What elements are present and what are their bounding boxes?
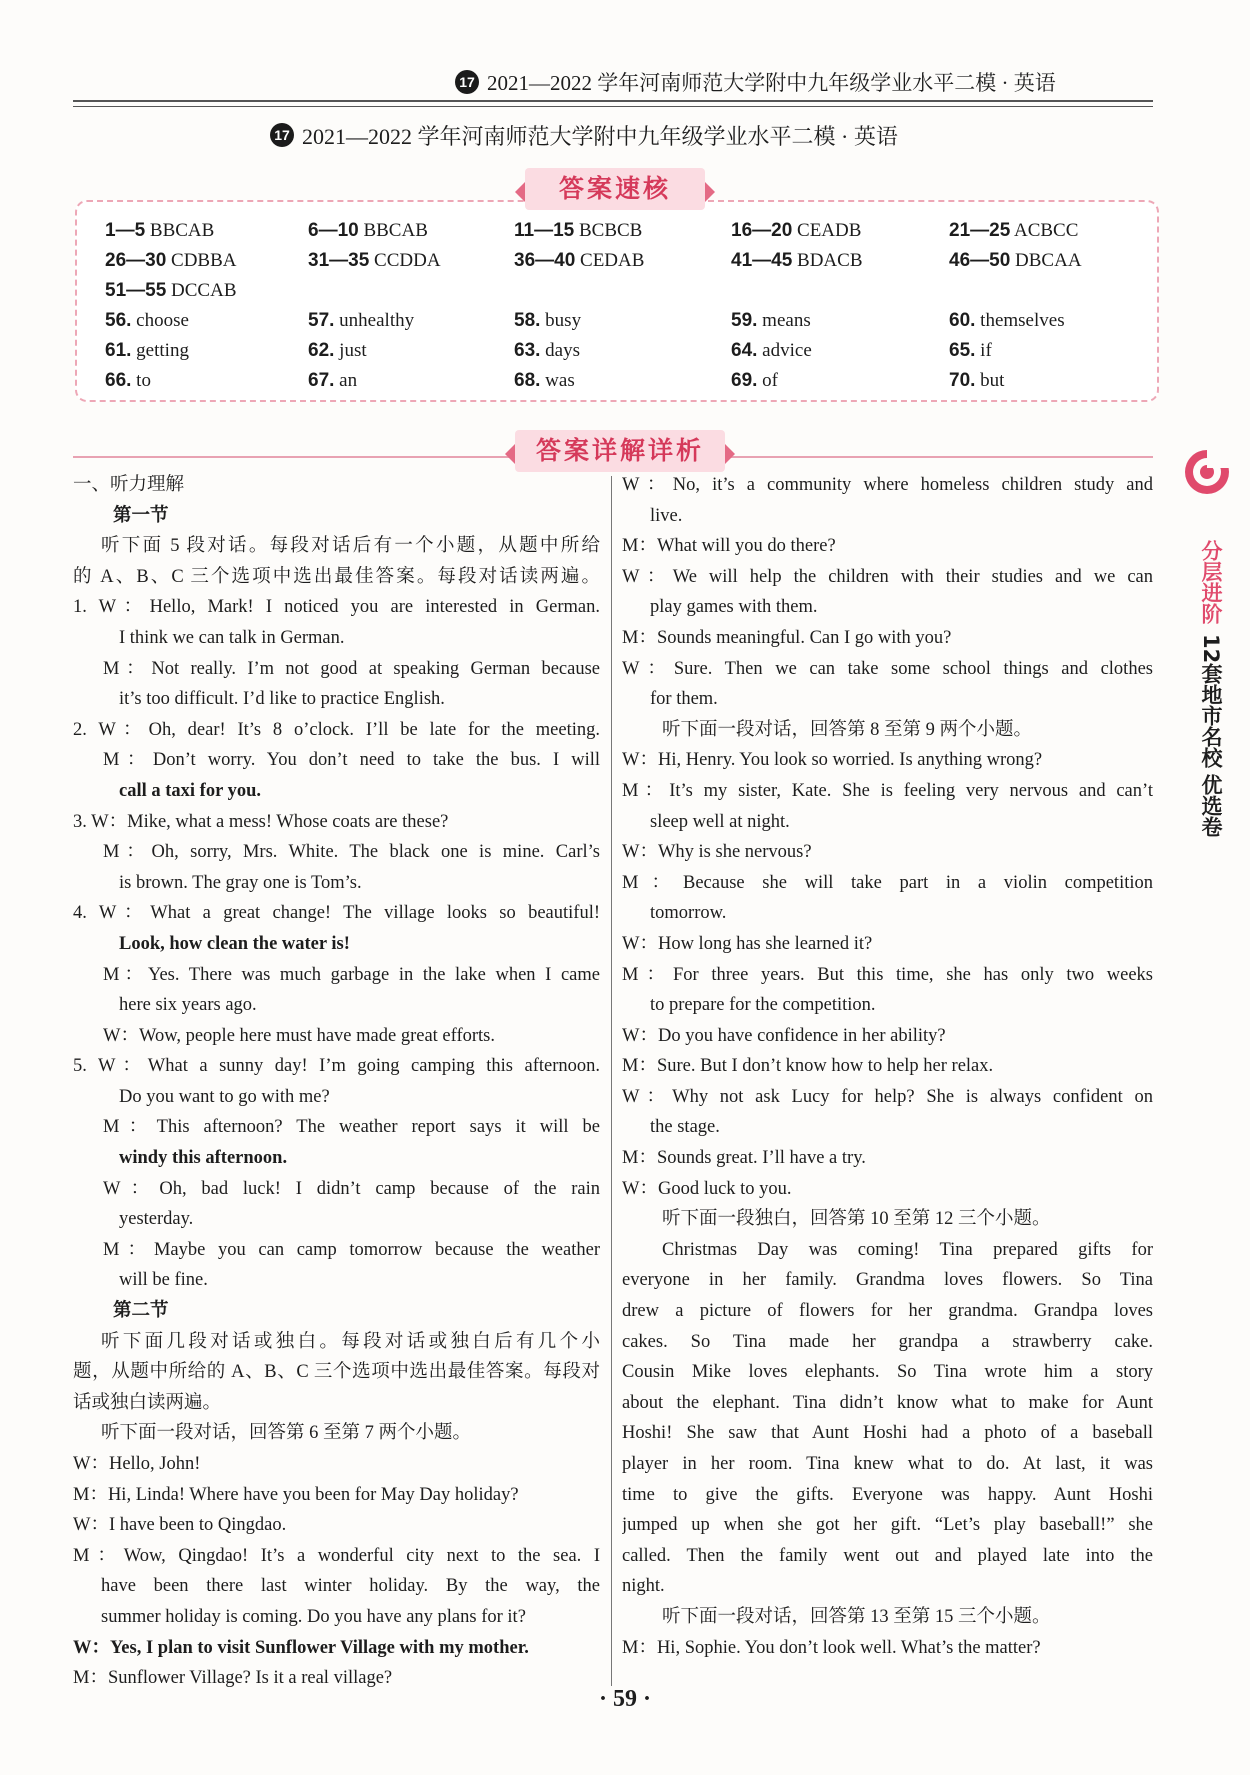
text-line: call a taxi for you. [119, 780, 261, 801]
answer-number: 66. [105, 370, 132, 391]
answer-item [105, 276, 308, 306]
answer-item [731, 276, 949, 306]
section-rule-left [73, 456, 513, 458]
answer-value: to [136, 370, 151, 391]
answer-value: CEADB [797, 220, 862, 241]
text-line: 4. W：What a great change! The village looks so beautiful! [73, 903, 600, 924]
answer-item [308, 306, 514, 336]
answer-item [105, 306, 308, 336]
answer-value: CEDAB [580, 250, 645, 271]
answer-number: 6—10 [308, 220, 359, 241]
text-line: M：For three years. But this time, she has only two weeks [622, 964, 1153, 985]
answer-number: 46—50 [949, 250, 1011, 271]
answer-value: busy [545, 310, 582, 331]
exam-title-text: 2021—2022 学年河南师范大学附中九年级学业水平二模 · 英语 [302, 123, 898, 149]
answer-number: 51—55 [105, 280, 167, 301]
text-line: W：No, it’s a community where homeless children study and [622, 475, 1153, 495]
answer-item [731, 216, 949, 246]
side-tab [1193, 540, 1229, 837]
text-line: sleep well at night. [650, 811, 790, 832]
answer-number: 62. [308, 340, 335, 361]
answer-number: 70. [949, 370, 976, 391]
answer-value: was [545, 370, 575, 391]
text-line: Christmas Day was coming! Tina prepared gifts for [662, 1239, 1153, 1260]
text-line: drew a picture of flowers for her grandma. Grandpa loves [622, 1301, 1153, 1322]
text-line: 3. W：Mike, what a mess! Whose coats are these? [73, 811, 449, 832]
answer-value: DCCAB [171, 280, 237, 301]
text-line: 的 A、B、C 三个选项中选出最佳答案。每段对话读两遍。 [73, 566, 600, 587]
answer-number: 26—30 [105, 250, 167, 271]
text-line: night. [622, 1576, 665, 1597]
answer-value: unhealthy [339, 310, 415, 331]
answer-number: 60. [949, 310, 976, 331]
answer-value: BBCAB [363, 220, 428, 241]
text-line: have been there last winter holiday. By the way, the [101, 1576, 600, 1597]
text-line: W：Do you have confidence in her ability? [622, 1025, 946, 1046]
header-rule-thin [73, 106, 1153, 107]
answer-value: ACBCC [1013, 220, 1079, 241]
text-line: Hoshi! She saw that Aunt Hoshi had a photo of a baseball [622, 1423, 1153, 1444]
exam-title [270, 118, 990, 152]
text-line: time to give the gifts. Everyone was happy. Aunt Hoshi [622, 1484, 1153, 1505]
text-line: M：Sounds meaningful. Can I go with you? [622, 627, 952, 648]
text-line: W：I have been to Qingdao. [73, 1515, 287, 1536]
text-line: W：We will help the children with their studies and we can [622, 566, 1153, 587]
text-line: M：Sure. But I don’t know how to help her relax. [622, 1056, 994, 1077]
answer-number: 56. [105, 310, 132, 331]
text-line: summer holiday is coming. Do you have any plans for it? [101, 1606, 526, 1627]
answer-grid [105, 216, 1145, 396]
text-line: 1. W：Hello, Mark! I noticed you are interested in German. [73, 597, 600, 618]
answer-item [514, 336, 731, 366]
header-rule [73, 100, 1153, 102]
text-line: 听下面一段独白，回答第 10 至第 12 三个小题。 [662, 1209, 1051, 1230]
quick-answer-box [75, 200, 1159, 402]
answer-value: but [980, 370, 1005, 391]
quick-check-title: 答案速核 [525, 168, 705, 210]
text-line: M：Not really. I’m not good at speaking German because [103, 658, 600, 679]
answer-value: themselves [980, 310, 1065, 331]
answer-item [949, 366, 1145, 396]
text-line: 一、听力理解 [73, 475, 185, 495]
answer-item [105, 366, 308, 396]
answer-item [308, 276, 514, 306]
answer-item [308, 336, 514, 366]
answer-item [949, 336, 1145, 366]
text-line: live. [650, 505, 683, 526]
answer-value: BCBCB [578, 220, 643, 241]
text-line: I think we can talk in German. [119, 627, 345, 648]
answer-item [514, 306, 731, 336]
text-line: W：Yes, I plan to visit Sunflower Village with my mother. [73, 1637, 529, 1658]
section-rule-right [727, 456, 1153, 458]
text-line: M：Wow, Qingdao! It’s a wonderful city next to the sea. I [73, 1545, 600, 1566]
text-line: will be fine. [119, 1270, 208, 1291]
answer-value: CDBBA [171, 250, 237, 271]
text-line: W：How long has she learned it? [622, 933, 873, 954]
answer-value: days [545, 340, 580, 361]
text-line: player in her room. Tina knew what to do. At last, it was [622, 1454, 1153, 1474]
answer-item [949, 246, 1145, 276]
text-line: W：Why is she nervous? [622, 842, 812, 863]
running-header-title: 2021—2022 学年河南师范大学附中九年级学业水平二模 · 英语 [487, 71, 1056, 95]
answer-value: BDACB [797, 250, 863, 271]
text-line: the stage. [650, 1117, 720, 1138]
answer-value: choose [136, 310, 189, 331]
answer-item [731, 336, 949, 366]
answer-value: means [762, 310, 811, 331]
answer-item [514, 276, 731, 306]
answer-number: 16—20 [731, 220, 793, 241]
text-line: M：Sounds great. I’ll have a try. [622, 1148, 866, 1169]
text-line: M：What will you do there? [622, 536, 836, 557]
answer-value: just [339, 340, 367, 361]
text-line: windy this afternoon. [119, 1148, 288, 1169]
answer-value: of [762, 370, 778, 391]
answer-number: 69. [731, 370, 758, 391]
text-line: 听下面一段对话，回答第 8 至第 9 两个小题。 [662, 719, 1033, 740]
text-line: 话或独白读两遍。 [73, 1392, 222, 1413]
answer-item [105, 336, 308, 366]
answer-number: 36—40 [514, 250, 576, 271]
answer-number: 68. [514, 370, 541, 391]
answer-value: an [339, 370, 358, 391]
series-logo-icon [1183, 448, 1231, 496]
answer-number: 65. [949, 340, 976, 361]
answer-number: 41—45 [731, 250, 793, 271]
text-line: called. Then the family went out and played late into the [622, 1545, 1153, 1566]
answer-number: 61. [105, 340, 132, 361]
text-line: here six years ago. [119, 995, 257, 1016]
text-line: W：Sure. Then we can take some school things and clothes [622, 658, 1153, 679]
answer-item [949, 216, 1145, 246]
answer-number: 11—15 [514, 220, 575, 241]
answer-item [949, 306, 1145, 336]
text-line: W：Hi, Henry. You look so worried. Is anything wrong? [622, 750, 1043, 771]
answer-item [949, 276, 1145, 306]
text-line: W：Oh, bad luck! I didn’t camp because of the rain [103, 1178, 600, 1199]
text-line: M：Maybe you can camp tomorrow because the weather [103, 1239, 600, 1260]
text-line: Do you want to go with me? [119, 1086, 330, 1107]
answer-number: 64. [731, 340, 758, 361]
answer-number: 67. [308, 370, 335, 391]
text-line: M：Oh, sorry, Mrs. White. The black one is mine. Carl’s [103, 842, 600, 863]
text-line: M：Sunflower Village? Is it a real village? [73, 1668, 393, 1689]
text-line: Cousin Mike loves elephants. So Tina wrote him a story [622, 1362, 1153, 1383]
text-line: 听下面一段对话，回答第 6 至第 7 两个小题。 [101, 1423, 472, 1444]
answer-value: DBCAA [1015, 250, 1082, 271]
text-line: 2. W：Oh, dear! It’s 8 o’clock. I’ll be late for the meeting. [73, 719, 600, 740]
text-line: cakes. So Tina made her grandpa a strawberry cake. [622, 1331, 1153, 1352]
answer-value: BBCAB [149, 220, 215, 241]
running-header [455, 66, 1155, 98]
text-line: W：Good luck to you. [622, 1178, 792, 1199]
exam-number-badge: 17 [455, 70, 479, 94]
answer-item [308, 246, 514, 276]
text-line: 第二节 [113, 1301, 169, 1322]
text-line: tomorrow. [650, 903, 727, 924]
text-line: it’s too difficult. I’d like to practice English. [119, 689, 445, 710]
text-line: is brown. The gray one is Tom’s. [119, 872, 362, 893]
answer-number: 58. [514, 310, 541, 331]
side-tab-line3: 优选卷 [1199, 774, 1223, 838]
answer-number: 63. [514, 340, 541, 361]
answer-number: 1—5 [105, 220, 146, 241]
answer-item [514, 246, 731, 276]
answer-item [308, 366, 514, 396]
text-line: 第一节 [113, 505, 169, 526]
answer-item [514, 366, 731, 396]
answer-item [308, 216, 514, 246]
text-line: 听下面一段对话，回答第 13 至第 15 三个小题。 [662, 1606, 1051, 1627]
text-line: W：Why not ask Lucy for help? She is always confident on [622, 1086, 1153, 1107]
answer-value: getting [136, 340, 189, 361]
detail-title: 答案详解详析 [515, 430, 725, 472]
column-divider [611, 476, 612, 1686]
text-line: M：This afternoon? The weather report says it will be [103, 1117, 600, 1138]
text-line: 5. W：What a sunny day! I’m going camping this afternoon. [73, 1056, 600, 1077]
answer-number: 57. [308, 310, 335, 331]
side-tab-line2: 12套地市名校 [1199, 634, 1223, 769]
answer-item [105, 246, 308, 276]
answer-number: 59. [731, 310, 758, 331]
text-line: W：Wow, people here must have made great efforts. [103, 1025, 496, 1046]
text-line: about the elephant. Tina didn’t know what to make for Aunt [622, 1392, 1153, 1413]
answer-value: advice [762, 340, 812, 361]
text-line: 听下面几段对话或独白。每段对话或独白后有几个小 [101, 1331, 600, 1352]
answer-item [731, 366, 949, 396]
text-line: 听下面 5 段对话。每段对话后有一个小题，从题中所给 [101, 536, 600, 557]
answer-value: if [980, 340, 992, 361]
text-line: jumped up when she got her gift. “Let’s play baseball!” she [622, 1515, 1153, 1536]
text-line: Look, how clean the water is! [119, 933, 350, 954]
text-line: M：Yes. There was much garbage in the lake when I came [103, 964, 600, 985]
answer-value: CCDDA [374, 250, 441, 271]
text-line: M：Hi, Sophie. You don’t look well. What’s the matter? [622, 1637, 1041, 1658]
text-line: for them. [650, 689, 718, 710]
answer-item [105, 216, 308, 246]
text-line: M：Hi, Linda! Where have you been for May Day holiday? [73, 1484, 519, 1505]
text-line: play games with them. [650, 597, 818, 618]
side-tab-line1: 分层进阶 [1199, 540, 1223, 624]
answer-item [731, 306, 949, 336]
text-line: M：Because she will take part in a violin competition [622, 872, 1153, 893]
answer-number: 21—25 [949, 220, 1011, 241]
right-column [622, 470, 1153, 1663]
text-line: M：It’s my sister, Kate. She is feeling very nervous and can’t [622, 780, 1153, 801]
text-line: M：Don’t worry. You don’t need to take the bus. I will [103, 750, 600, 771]
text-line: 题，从题中所给的 A、B、C 三个选项中选出最佳答案。每段对 [73, 1362, 600, 1383]
text-line: to prepare for the competition. [650, 995, 876, 1016]
answer-number: 31—35 [308, 250, 370, 271]
text-line: W：Hello, John! [73, 1454, 201, 1474]
page-number: · 59 · [598, 1686, 651, 1712]
left-column [73, 470, 600, 1694]
text-line: everyone in her family. Grandma loves flowers. So Tina [622, 1270, 1153, 1291]
exam-title-badge: 17 [270, 123, 294, 147]
text-line: yesterday. [119, 1209, 194, 1230]
answer-item [514, 216, 731, 246]
answer-item [731, 246, 949, 276]
